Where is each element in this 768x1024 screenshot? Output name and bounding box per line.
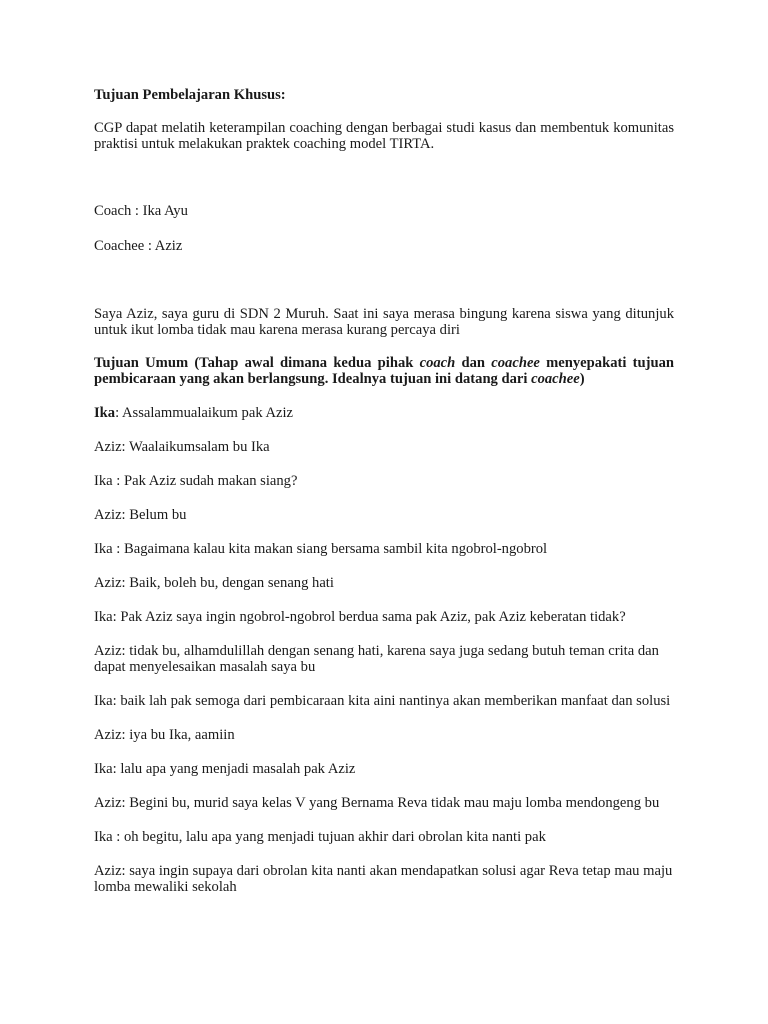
goal-coach-term: coach [419,355,456,371]
dialogue-line [94,507,674,523]
dialogue-line [94,829,674,845]
dialogue-text: Aziz: Begini bu, murid saya kelas V yang Bernama Reva tidak mau maju lomba mendongeng bu [94,795,660,811]
dialogue-text: Ika : Pak Aziz sudah makan siang? [94,473,298,489]
dialogue-line [94,473,674,489]
coach-line: Coach : Ika Ayu [94,203,188,219]
speaker-name: Ika [94,405,116,421]
dialogue-line [94,761,674,777]
dialogue-line [94,405,674,421]
dialogue-text: Aziz: Belum bu [94,507,187,523]
section-heading: Tujuan Pembelajaran Khusus: [94,87,286,103]
dialogue-text: Ika : Bagaimana kalau kita makan siang bersama sambil kita ngobrol-ngobrol [94,541,548,557]
intro-paragraph: Saya Aziz, saya guru di SDN 2 Muruh. Saat ini saya merasa bingung karena siswa yang ditunjuk untuk ikut lomba tidak mau karena merasa kurang percaya diri [94,306,674,338]
dialogue-text: : Assalammualaikum pak Aziz [115,405,294,421]
dialogue-text: Ika: baik lah pak semoga dari pembicaraan kita aini nantinya akan memberikan manfaat dan solusi [94,693,671,709]
dialogue-text: Ika : oh begitu, lalu apa yang menjadi tujuan akhir dari obrolan kita nanti pak [94,829,546,845]
goal-coachee-term-2: coachee [531,371,580,387]
goal-text-3: menyepakati tujuan pembicaraan yang akan berlangsung. Idealnya tujuan ini datang dari [94,355,674,387]
dialogue-line [94,541,674,557]
goal-paragraph [94,355,674,387]
dialogue-text: Aziz: Baik, boleh bu, dengan senang hati [94,575,334,591]
dialogue [94,405,674,895]
goal-text-1: Tujuan Umum (Tahap awal dimana kedua pihak [94,355,420,371]
dialogue-text: Ika: lalu apa yang menjadi masalah pak Aziz [94,761,356,777]
goal-text-4: ) [579,371,585,387]
dialogue-line [94,693,674,709]
dialogue-line [94,727,674,743]
coachee-line: Coachee : Aziz [94,238,183,254]
goal-text-2: dan [455,355,492,371]
dialogue-line [94,863,674,895]
dialogue-line [94,575,674,591]
dialogue-line [94,609,674,625]
objective-paragraph: CGP dapat melatih keterampilan coaching dengan berbagai studi kasus dan membentuk komunitas praktisi untuk melakukan praktek coaching model TIRTA. [94,120,674,152]
goal-coachee-term: coachee [491,355,540,371]
dialogue-text: Aziz: saya ingin supaya dari obrolan kita nanti akan mendapatkan solusi agar Reva tetap mau maju lomba mewaliki sekolah [94,863,673,895]
dialogue-text: Aziz: Waalaikumsalam bu Ika [94,439,270,455]
dialogue-text: Aziz: iya bu Ika, aamiin [94,727,235,743]
dialogue-line [94,795,674,811]
dialogue-text: Ika: Pak Aziz saya ingin ngobrol-ngobrol berdua sama pak Aziz, pak Aziz keberatan tidak? [94,609,626,625]
dialogue-line [94,643,674,675]
dialogue-text: Aziz: tidak bu, alhamdulillah dengan senang hati, karena saya juga sedang butuh teman crita dan dapat menyelesaikan masalah saya bu [94,643,659,675]
dialogue-line [94,439,674,455]
